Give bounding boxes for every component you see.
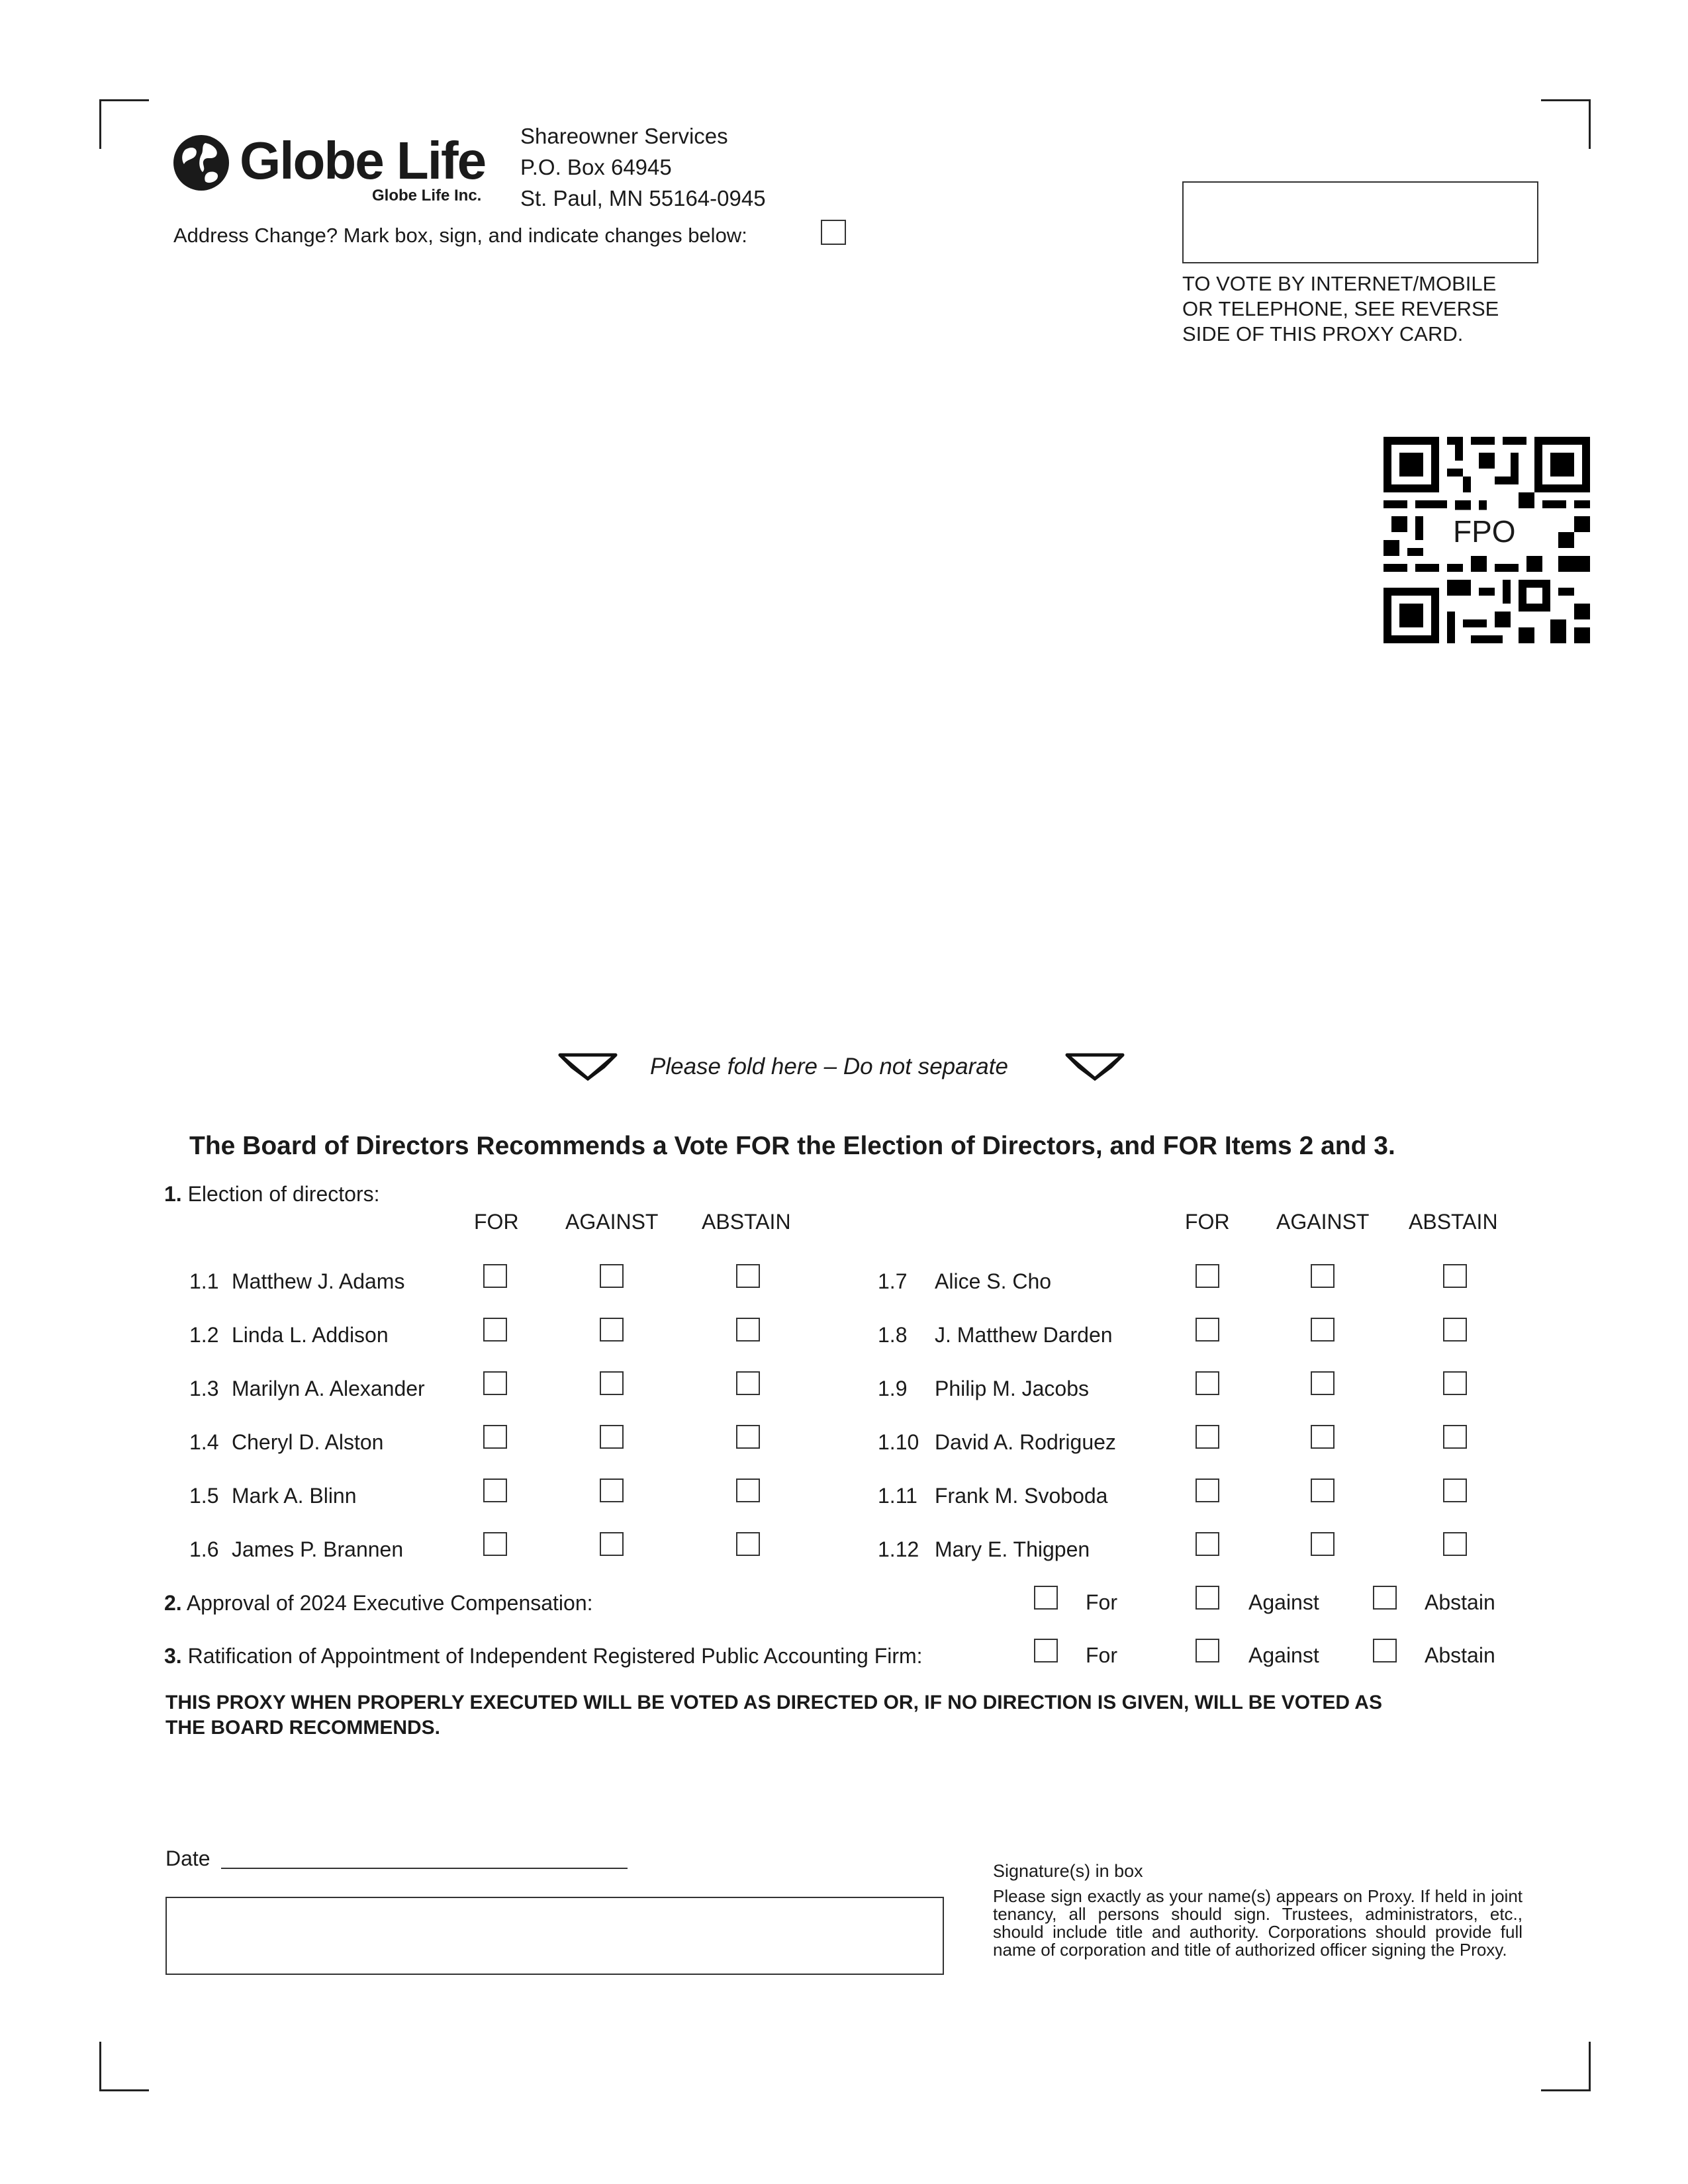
logo-subtitle: Globe Life Inc.	[372, 187, 482, 205]
nominee-for-checkbox[interactable]	[483, 1264, 507, 1288]
nominee-number: 1.4	[189, 1430, 219, 1454]
nominee-abstain-checkbox[interactable]	[1443, 1318, 1467, 1342]
fold-arrow-left-icon	[557, 1052, 618, 1081]
item3-against-label: Against	[1248, 1643, 1319, 1667]
nominee-against-checkbox[interactable]	[1311, 1264, 1335, 1288]
globe-icon	[172, 134, 230, 192]
item1-label: Election of directors:	[187, 1182, 380, 1206]
nominee-for-checkbox[interactable]	[483, 1479, 507, 1502]
crop-mark-top-left	[99, 99, 149, 149]
item3-abstain-label: Abstain	[1425, 1643, 1495, 1667]
nominee-number: 1.9	[878, 1377, 908, 1400]
nominee-name: J. Matthew Darden	[935, 1323, 1113, 1347]
address-line: Shareowner Services	[520, 124, 728, 148]
item2-abstain-checkbox[interactable]	[1373, 1586, 1397, 1610]
item3-against-checkbox[interactable]	[1196, 1639, 1219, 1662]
fold-instruction: Please fold here – Do not separate	[650, 1054, 1008, 1079]
nominee-abstain-checkbox[interactable]	[736, 1371, 760, 1395]
nominee-abstain-checkbox[interactable]	[736, 1425, 760, 1449]
item1-heading	[164, 1182, 379, 1206]
nominee-name: Philip M. Jacobs	[935, 1377, 1089, 1400]
vote-notice-line: SIDE OF THIS PROXY CARD.	[1182, 322, 1464, 345]
nominee-against-checkbox[interactable]	[600, 1479, 624, 1502]
nominee-name: Cheryl D. Alston	[232, 1430, 384, 1454]
item2-abstain-label: Abstain	[1425, 1590, 1495, 1614]
nominee-for-checkbox[interactable]	[1196, 1532, 1219, 1556]
nominee-for-checkbox[interactable]	[1196, 1479, 1219, 1502]
company-address	[520, 120, 766, 214]
nominee-number: 1.7	[878, 1269, 908, 1293]
item2-against-checkbox[interactable]	[1196, 1586, 1219, 1610]
nominee-for-checkbox[interactable]	[483, 1318, 507, 1342]
nominee-number: 1.2	[189, 1323, 219, 1347]
nominee-against-checkbox[interactable]	[1311, 1371, 1335, 1395]
nominee-against-checkbox[interactable]	[600, 1318, 624, 1342]
nominee-name: James P. Brannen	[232, 1537, 404, 1561]
date-label: Date	[165, 1846, 211, 1870]
nominee-name: Linda L. Addison	[232, 1323, 389, 1347]
nominee-name: Matthew J. Adams	[232, 1269, 405, 1293]
account-box	[1182, 181, 1538, 263]
address-line: P.O. Box 64945	[520, 155, 672, 179]
col-against-left: AGAINST	[565, 1210, 659, 1234]
nominee-for-checkbox[interactable]	[1196, 1264, 1219, 1288]
nominee-abstain-checkbox[interactable]	[1443, 1532, 1467, 1556]
nominee-name: Mary E. Thigpen	[935, 1537, 1090, 1561]
nominee-name: Frank M. Svoboda	[935, 1484, 1108, 1508]
col-for-left: FOR	[474, 1210, 519, 1234]
proxy-statement-line: THE BOARD RECOMMENDS.	[165, 1717, 441, 1739]
crop-mark-top-right	[1541, 99, 1591, 149]
signature-title: Signature(s) in box	[993, 1861, 1143, 1881]
address-change-checkbox[interactable]	[821, 220, 846, 245]
vote-notice-line: OR TELEPHONE, SEE REVERSE	[1182, 297, 1499, 320]
crop-mark-bottom-left	[99, 2042, 149, 2091]
nominee-abstain-checkbox[interactable]	[736, 1318, 760, 1342]
nominee-name: David A. Rodriguez	[935, 1430, 1116, 1454]
item3-abstain-checkbox[interactable]	[1373, 1639, 1397, 1662]
nominee-abstain-checkbox[interactable]	[1443, 1479, 1467, 1502]
col-abstain-left: ABSTAIN	[702, 1210, 791, 1234]
nominee-against-checkbox[interactable]	[600, 1371, 624, 1395]
nominee-against-checkbox[interactable]	[1311, 1532, 1335, 1556]
nominee-number: 1.10	[878, 1430, 919, 1454]
nominee-abstain-checkbox[interactable]	[736, 1479, 760, 1502]
nominee-for-checkbox[interactable]	[483, 1371, 507, 1395]
nominee-against-checkbox[interactable]	[1311, 1318, 1335, 1342]
item3-for-checkbox[interactable]	[1034, 1639, 1058, 1662]
signature-instructions: Please sign exactly as your name(s) appears on Proxy. If held in joint tenancy, all persons should sign. Trustees, administrators, etc., should include title and authority. Corporations should provide full name of corporation and title of authorized officer signing the Proxy.	[993, 1886, 1523, 1960]
col-abstain-right: ABSTAIN	[1409, 1210, 1498, 1234]
nominee-abstain-checkbox[interactable]	[1443, 1371, 1467, 1395]
address-line: St. Paul, MN 55164-0945	[520, 186, 766, 210]
proxy-statement	[165, 1690, 1529, 1741]
nominee-number: 1.3	[189, 1377, 219, 1400]
nominee-number: 1.5	[189, 1484, 219, 1508]
nominee-number: 1.6	[189, 1537, 219, 1561]
nominee-number: 1.8	[878, 1323, 908, 1347]
col-for-right: FOR	[1185, 1210, 1230, 1234]
nominee-for-checkbox[interactable]	[483, 1532, 507, 1556]
logo-name: Globe Life	[240, 131, 486, 190]
nominee-number: 1.1	[189, 1269, 219, 1293]
item3-label: Ratification of Appointment of Independent Registered Public Accounting Firm:	[187, 1644, 923, 1668]
item2-for-label: For	[1086, 1590, 1117, 1614]
nominee-number: 1.11	[878, 1484, 917, 1508]
vote-notice-line: TO VOTE BY INTERNET/MOBILE	[1182, 272, 1497, 295]
address-change-label: Address Change? Mark box, sign, and indicate changes below:	[173, 224, 747, 247]
nominee-against-checkbox[interactable]	[600, 1532, 624, 1556]
nominee-for-checkbox[interactable]	[1196, 1425, 1219, 1449]
nominee-against-checkbox[interactable]	[600, 1264, 624, 1288]
nominee-name: Mark A. Blinn	[232, 1484, 357, 1508]
nominee-against-checkbox[interactable]	[1311, 1479, 1335, 1502]
nominee-number: 1.12	[878, 1537, 919, 1561]
signature-box[interactable]	[165, 1897, 944, 1975]
col-against-right: AGAINST	[1276, 1210, 1370, 1234]
qr-code	[1383, 437, 1590, 643]
item2-row	[164, 1591, 593, 1615]
nominee-for-checkbox[interactable]	[1196, 1371, 1219, 1395]
nominee-against-checkbox[interactable]	[1311, 1425, 1335, 1449]
item3-for-label: For	[1086, 1643, 1117, 1667]
company-logo	[171, 130, 495, 209]
item3-number: 3.	[164, 1644, 182, 1668]
nominee-abstain-checkbox[interactable]	[736, 1532, 760, 1556]
nominee-against-checkbox[interactable]	[600, 1425, 624, 1449]
nominee-abstain-checkbox[interactable]	[1443, 1264, 1467, 1288]
vote-notice	[1182, 271, 1499, 347]
item2-number: 2.	[164, 1591, 182, 1615]
nominee-for-checkbox[interactable]	[483, 1425, 507, 1449]
crop-mark-bottom-right	[1541, 2042, 1591, 2091]
item2-label: Approval of 2024 Executive Compensation:	[186, 1591, 593, 1615]
item3-row	[164, 1644, 923, 1668]
nominee-abstain-checkbox[interactable]	[736, 1264, 760, 1288]
nominee-name: Alice S. Cho	[935, 1269, 1052, 1293]
qr-fpo-label: FPO	[1453, 514, 1516, 549]
item1-number: 1.	[164, 1182, 182, 1206]
date-input-line[interactable]	[221, 1868, 628, 1869]
board-recommendation-heading: The Board of Directors Recommends a Vote FOR the Election of Directors, and FOR Items 2 and 3.	[189, 1132, 1395, 1160]
item2-against-label: Against	[1248, 1590, 1319, 1614]
proxy-statement-line: THIS PROXY WHEN PROPERLY EXECUTED WILL BE VOTED AS DIRECTED OR, IF NO DIRECTION IS GIVEN, WILL BE VOTED AS	[165, 1692, 1382, 1713]
nominee-name: Marilyn A. Alexander	[232, 1377, 425, 1400]
item2-for-checkbox[interactable]	[1034, 1586, 1058, 1610]
nominee-for-checkbox[interactable]	[1196, 1318, 1219, 1342]
nominee-abstain-checkbox[interactable]	[1443, 1425, 1467, 1449]
fold-arrow-right-icon	[1064, 1052, 1125, 1081]
